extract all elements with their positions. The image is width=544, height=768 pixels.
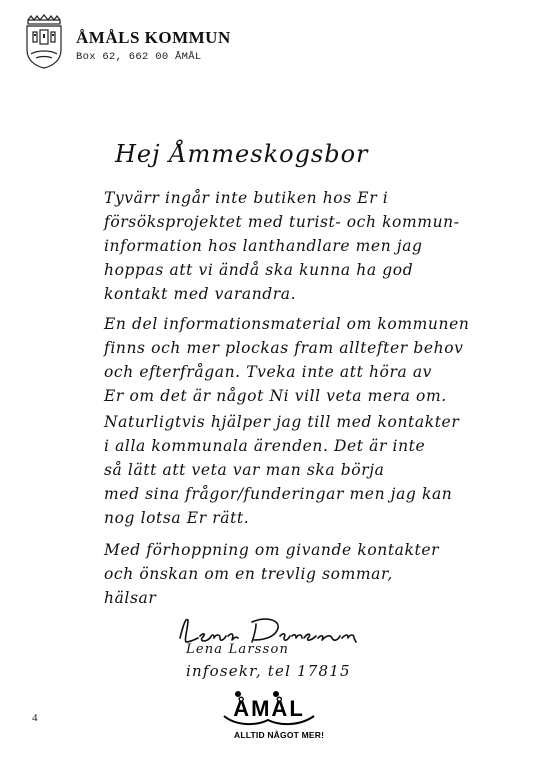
text-line: nog lotsa Er rätt. (104, 509, 250, 527)
text-line: information hos lanthandlare men jag (104, 237, 423, 255)
paragraph-2 (104, 312, 534, 408)
signature-title: infosekr, tel 17815 (186, 662, 351, 680)
text-line: En del informationsmaterial om kommunen (104, 315, 470, 333)
text-line: Naturligtvis hjälper jag till med kontakter (104, 413, 460, 431)
text-line: och önskan om en trevlig sommar, (104, 565, 393, 583)
page-number: 4 (32, 712, 38, 724)
paragraph-1 (104, 186, 534, 306)
paragraph-3 (104, 410, 534, 530)
text-line: Med förhoppning om givande kontakter (104, 541, 440, 559)
text-line: finns och mer plockas fram alltefter behov (104, 339, 464, 357)
text-line: hoppas att vi ändå ska kunna ha god (104, 261, 414, 279)
slogan: ALLTID NÅGOT MER! (234, 730, 325, 740)
paragraph-4 (104, 538, 534, 610)
text-line: med sina frågor/funderingar men jag kan (104, 485, 453, 503)
greeting: Hej Åmmeskogsbor (115, 140, 369, 168)
amal-logo (216, 688, 322, 728)
text-line: Er om det är något Ni vill veta mera om. (104, 387, 447, 405)
municipal-crest-icon (22, 14, 66, 70)
organization-name: ÅMÅLS KOMMUN (76, 28, 231, 47)
signature-name: Lena Larsson (186, 642, 290, 657)
text-line: hälsar (104, 589, 157, 607)
text-line: försöksprojektet med turist- och kommun- (104, 213, 460, 231)
text-line: så lätt att veta var man ska börja (104, 461, 385, 479)
text-line: Tyvärr ingår inte butiken hos Er i (104, 189, 389, 207)
organization-address: Box 62, 662 00 ÅMÅL (76, 51, 202, 63)
text-line: och efterfrågan. Tveka inte att höra av (104, 363, 433, 381)
text-line: kontakt med varandra. (104, 285, 297, 303)
text-line: i alla kommunala ärenden. Det är inte (104, 437, 426, 455)
logo-text: ÅMÅL (233, 696, 305, 721)
